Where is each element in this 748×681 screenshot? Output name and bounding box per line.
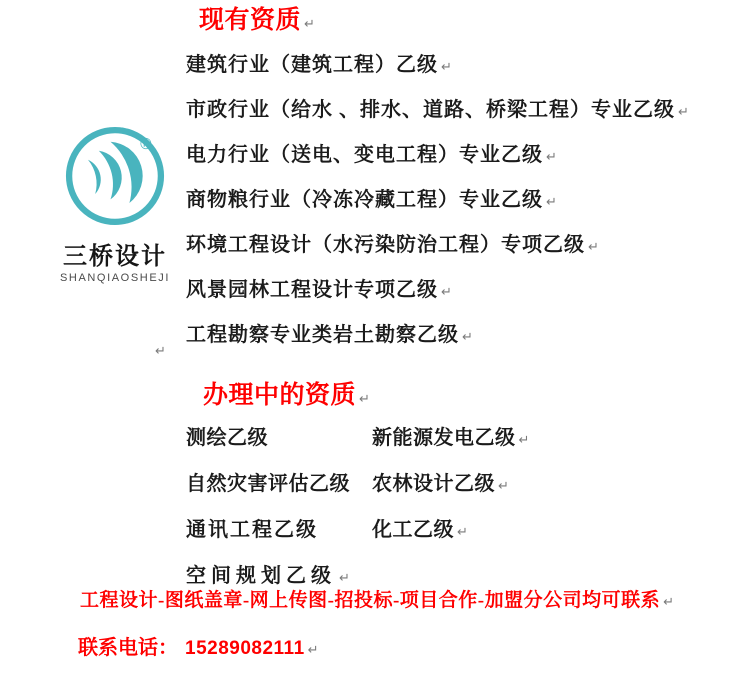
- qualification-right: 化工乙级: [372, 519, 454, 541]
- paragraph-mark-icon: ↵: [588, 240, 599, 255]
- qualification-text: 建筑行业（建筑工程）乙级: [186, 54, 438, 76]
- paragraph-mark-icon: ↵: [498, 479, 509, 494]
- qualification-item: [186, 142, 689, 171]
- qualification-left: 通讯工程乙级: [186, 519, 318, 541]
- paragraph-mark-icon: ↵: [462, 330, 473, 345]
- phone-number: 15289082111: [185, 638, 305, 659]
- qualification-item: [186, 322, 689, 351]
- existing-qualification-list: [186, 52, 689, 367]
- paragraph-mark-icon: ↵: [307, 643, 319, 658]
- footer-services-text: 工程设计-图纸盖章-网上传图-招投标-项目合作-加盟分公司均可联系: [80, 590, 661, 611]
- section-title-existing: [199, 6, 315, 40]
- qualification-text: 环境工程设计（水污染防治工程）专项乙级: [186, 234, 585, 256]
- qualification-item: [186, 52, 689, 81]
- footer-contact-line: [78, 636, 319, 663]
- qualification-text: 工程勘察专业类岩土勘察乙级: [186, 324, 459, 346]
- paragraph-mark-icon: ↵: [359, 392, 370, 407]
- qualification-row: [186, 471, 529, 500]
- paragraph-mark-icon: ↵: [546, 150, 557, 165]
- qualification-text: 商物粮行业（冷冻冷藏工程）专业乙级: [186, 189, 543, 211]
- qualification-row: [186, 425, 529, 454]
- qualification-row: [186, 517, 529, 546]
- section-title-in-progress-text: 办理中的资质: [203, 382, 357, 409]
- qualification-text: 市政行业（给水 、排水、道路、桥梁工程）专业乙级: [186, 99, 675, 121]
- section-title-in-progress: [203, 381, 370, 415]
- paragraph-mark-icon: ↵: [546, 195, 557, 210]
- qualification-text: 风景园林工程设计专项乙级: [186, 279, 438, 301]
- in-progress-qualification-list: [186, 425, 529, 609]
- paragraph-mark-icon: ↵: [678, 105, 689, 120]
- registered-trademark-icon: ®: [140, 136, 152, 153]
- brand-name-en: SHANQIAOSHEJI: [59, 272, 171, 284]
- brand-name-cn: 三桥设计: [63, 243, 167, 270]
- section-title-existing-text: 现有资质: [199, 7, 302, 34]
- paragraph-mark-icon: ↵: [441, 60, 452, 75]
- paragraph-mark-icon: ↵: [441, 285, 452, 300]
- qualification-right: 新能源发电乙级: [372, 427, 516, 449]
- qualification-left: 空间规划乙级: [186, 565, 336, 587]
- qualification-left: 自然灾害评估乙级: [186, 473, 350, 495]
- qualification-item: [186, 277, 689, 306]
- paragraph-mark-icon: ↵: [155, 344, 166, 359]
- paragraph-mark-icon: ↵: [518, 433, 530, 448]
- footer-services-line: [80, 589, 674, 615]
- paragraph-mark-icon: ↵: [457, 525, 468, 540]
- qualification-text: 电力行业（送电、变电工程）专业乙级: [186, 144, 543, 166]
- qualification-item: [186, 97, 689, 126]
- qualification-row: [186, 563, 529, 592]
- company-logo: [54, 122, 176, 284]
- paragraph-mark-icon: ↵: [663, 595, 675, 610]
- paragraph-mark-icon: ↵: [304, 17, 315, 32]
- qualification-item: [186, 187, 689, 216]
- qualification-right: 农林设计乙级: [372, 473, 495, 495]
- wave-logo-icon: [61, 122, 169, 230]
- paragraph-mark-icon: ↵: [339, 571, 350, 586]
- qualification-left: 测绘乙级: [186, 427, 268, 449]
- contact-label: 联系电话：: [78, 637, 178, 659]
- qualification-item: [186, 232, 689, 261]
